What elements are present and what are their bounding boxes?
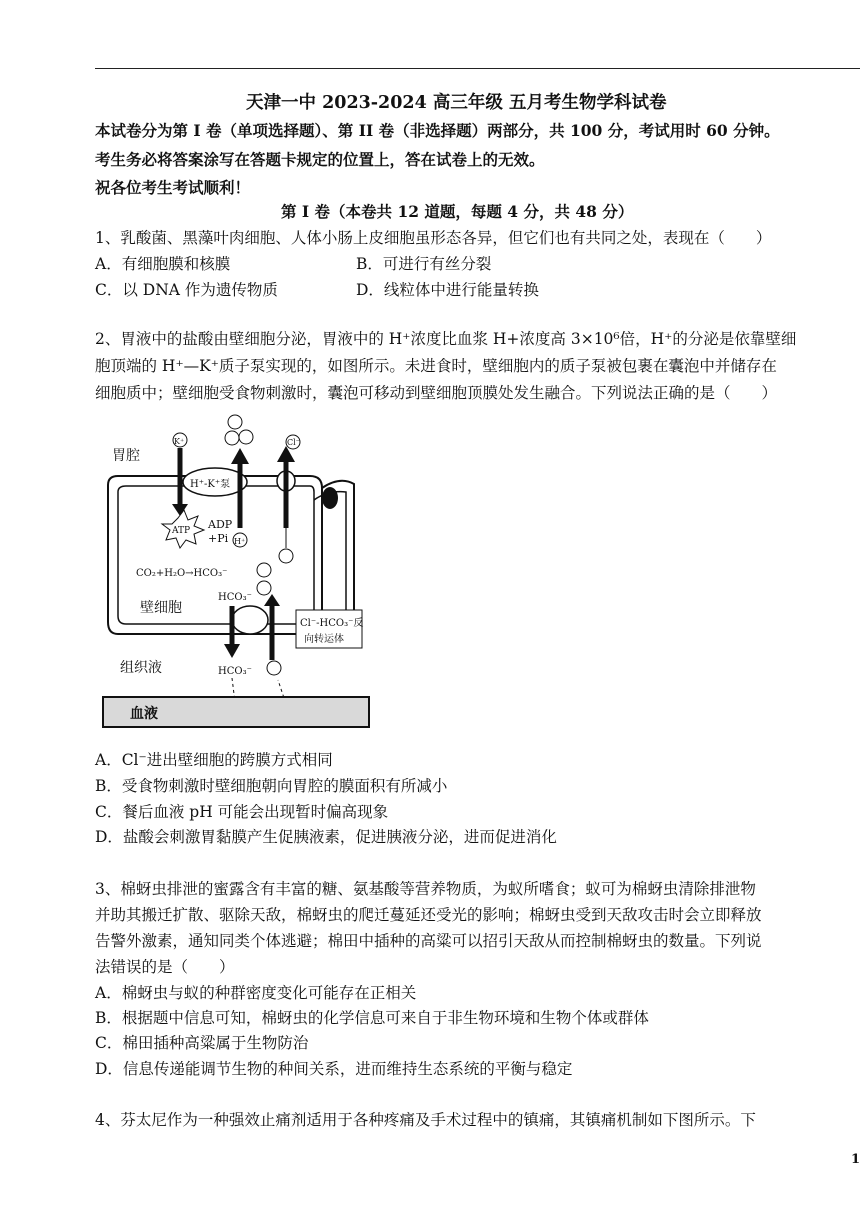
label-antiporter-1: Cl⁻-HCO₃⁻反 — [300, 618, 364, 629]
q4-stem: 4、芬太尼作为一种强效止痛剂适用于各种疼痛及手术过程中的镇痛，其镇痛机制如下图所示。下 — [95, 1111, 756, 1129]
parietal-cell-diagram — [100, 410, 375, 740]
q3-option-c: C．棉田插种高粱属于生物防治 — [95, 1034, 309, 1052]
label-atp: ATP — [172, 526, 191, 536]
label-blood: 血液 — [130, 706, 158, 722]
q3-stem-1: 3、棉蚜虫排泄的蜜露含有丰富的糖、氨基酸等营养物质，为蚁所嗜食；蚁可为棉蚜虫清除排泄物 — [95, 880, 756, 898]
q2-option-a: A．Cl⁻进出壁细胞的跨膜方式相同 — [95, 751, 333, 769]
q2-option-c: C．餐后血液 pH 可能会出现暂时偏高现象 — [95, 803, 389, 821]
q2-stem-3: 细胞质中；壁细胞受食物刺激时，囊泡可移动到壁细胞顶膜处发生融合。下列说法正确的是（ ） — [95, 384, 778, 402]
q3-option-a: A．棉蚜虫与蚁的种群密度变化可能存在正相关 — [95, 984, 417, 1002]
label-hco3-out: HCO₃⁻ — [218, 666, 252, 677]
label-k: K⁺ — [174, 437, 185, 446]
label-cl: Cl⁻ — [287, 438, 300, 447]
label-h: H⁺ — [234, 537, 246, 546]
q3-option-d: D．信息传递能调节生物的种间关系，进而维持生态系统的平衡与稳定 — [95, 1060, 573, 1078]
q1-stem: 1、乳酸菌、黑藻叶肉细胞、人体小肠上皮细胞虽形态各异，但它们也有共同之处，表现在（ ） — [95, 229, 772, 247]
q3-option-b: B．根据题中信息可知，棉蚜虫的化学信息可来自于非生物环境和生物个体或群体 — [95, 1009, 649, 1027]
q3-stem-3: 告警外激素，通知同类个体逃避；棉田中插种的高粱可以招引天敌从而控制棉蚜虫的数量。下列说 — [95, 932, 762, 950]
q2-option-d: D．盐酸会刺激胃黏膜产生促胰液素，促进胰液分泌，进而促进消化 — [95, 828, 557, 846]
label-pi: +Pi — [208, 532, 229, 545]
label-pump: H⁺-K⁺泵 — [190, 479, 231, 490]
label-hco3-in: HCO₃⁻ — [218, 592, 252, 603]
header-rule — [95, 68, 860, 69]
label-adp: ADP — [208, 518, 233, 531]
label-antiporter-2: 向转运体 — [304, 634, 344, 645]
section-title: 第 I 卷（本卷共 12 道题，每题 4 分，共 48 分） — [281, 202, 634, 221]
q2-stem-2: 胞顶端的 H⁺—K⁺质子泵实现的，如图所示。未进食时，壁细胞内的质子泵被包裹在囊泡中并储存在 — [95, 357, 777, 375]
intro-line-1: 本试卷分为第 I 卷（单项选择题）、第 II 卷（非选择题）两部分，共 100 分，考试用时 60 分钟。 — [95, 121, 780, 140]
q1-option-a: A．有细胞膜和核膜 — [95, 255, 231, 273]
intro-line-3: 祝各位考生考试顺利！ — [95, 178, 251, 197]
q3-stem-4: 法错误的是（ ） — [95, 958, 235, 976]
label-reaction: CO₂+H₂O→HCO₃⁻ — [136, 568, 228, 579]
label-stomach: 胃腔 — [112, 448, 140, 464]
q2-stem-1: 2、胃液中的盐酸由壁细胞分泌，胃液中的 H⁺浓度比血浆 H+浓度高 3×10⁶倍，H⁺的分泌是依靠壁细 — [95, 330, 797, 348]
q1-option-d: D．线粒体中进行能量转换 — [356, 281, 539, 299]
q3-stem-2: 并助其搬迁扩散、驱除天敌，棉蚜虫的爬迁蔓延还受光的影响；棉蚜虫受到天敌攻击时会立即释放 — [95, 906, 762, 924]
page-number: 1 — [850, 1152, 860, 1167]
label-cell: 壁细胞 — [140, 600, 182, 616]
antiporter — [232, 606, 268, 634]
tight-junction — [322, 487, 338, 509]
q1-option-b: B．可进行有丝分裂 — [356, 255, 492, 273]
exam-title: 天津一中 2023-2024 高三年级 五月考生物学科试卷 — [246, 93, 667, 113]
q2-option-b: B．受食物刺激时壁细胞朝向胃腔的膜面积有所减小 — [95, 777, 448, 795]
label-tissue: 组织液 — [120, 660, 162, 676]
q1-option-c: C．以 DNA 作为遗传物质 — [95, 281, 278, 299]
intro-line-2: 考生务必将答案涂写在答题卡规定的位置上，答在试卷上的无效。 — [95, 150, 545, 169]
